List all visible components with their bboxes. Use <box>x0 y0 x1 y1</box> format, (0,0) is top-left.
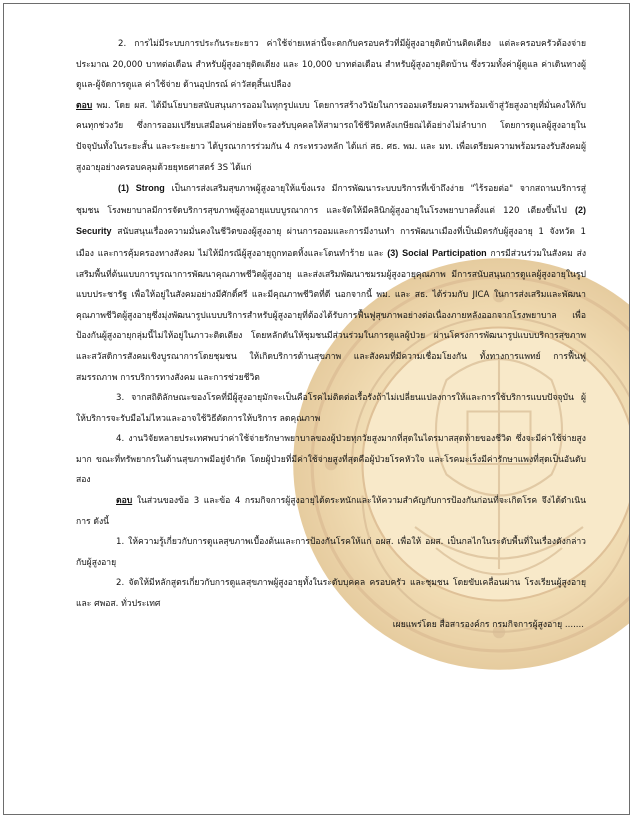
publisher-footer: เผยแพร่โดย สื่อสารองค์กร กรมกิจการผู้สูงอายุ ....... <box>392 619 584 630</box>
social-participation-text: การมีส่วนร่วมในสังคม ส่งเสริมพื้นที่ต้นแบบการบูรณาการพัฒนาคุณภาพชีวิตผู้สูงอายุ และส่งเสริมพัฒนาชมรมผู้สูงอายุคุณภาพ มีการสนับสนุนการดูแลผู้สูงอายุในรูปแบบประชารัฐ เพื่อให้อยู่ในสังคมอย่างมีศักดิ์ศรี และมีคุณภาพชีวิตที่ดี นอกจากนี้ พม. และ สธ. ได้ร่วมกับ JICA ในการส่งเสริมและพัฒนาคุณภาพชีวิตผู้สูงอายุซึ่งมุ่งพัฒนารูปแบบบริการสำหรับผู้สูงอายุที่ต้องได้รับการฟื้นฟูสุขภาพอย่างต่อเนื่องภายหลังออกจากโรงพยาบาล เพื่อป้องกันผู้สูงอายุกลุ่มนี้ไม่ให้อยู่ในภาวะติดเตียง โดยหลักดันให้ชุมชนมีส่วนร่วมในการดูแลผู้ป่วย ผ่านโครงการพัฒนารูปแบบบริการสุขภาพและสวัสดิการสังคมเชิงบูรณาการโดยชุมชน ให้เกิดบริการด้านสุขภาพ และสังคมที่มีความเชื่อมโยงกัน ทั้งทางการแพทย์ การฟื้นฟูสมรรถภาพ การบริการทางสังคม และการช่วยชีวิต <box>76 248 587 383</box>
answer-label: ตอบ <box>76 100 93 111</box>
security-text: สนับสนุนเรื่องความมั่นคงในชีวิตของผู้สูงอายุ ผ่านการออมและการมีงานทำ การพัฒนาเมืองที่เป็นมิตรกับผู้สูงอายุ 1 จังหวัด 1 เมือง และการคุ้มครองทางสังคม ไม่ให้มีกรณีผู้สูงอายุถูกทอดทิ้งและโดนทำร้าย และ <box>76 227 586 259</box>
document-body <box>76 34 586 635</box>
paragraph-2: 2. การไม่มีระบบการประกันระยะยาว ค่าใช้จ่ายเหล่านี้จะตกกับครอบครัวที่มีผู้สูงอายุติดบ้านติดเตียง แต่ละครอบครัวต้องจ่ายประมาณ 20,000 บาทต่อเดือน สำหรับผู้สูงอายุติดเตียง และ 10,000 บาทต่อเดือน สำหรับผู้สูงอายุติดบ้าน ซึ่งรวมทั้งค่าผู้ดูแล ค่าเดินทางผู้ดูแล-ผู้จัดการดูแล ค่าใช้จ่าย ด้านอุปกรณ์ ค่าวัสดุสิ้นเปลือง <box>76 39 586 91</box>
social-participation-number: (3) <box>387 247 399 258</box>
answer-2-paragraph <box>76 491 586 532</box>
security-title: Security <box>76 226 112 237</box>
strong-text: เป็นการส่งเสริมสุขภาพผู้สูงอายุให้แข็งแรง มีการพัฒนาระบบบริการที่เข้าถึงง่าย "ไร้รอยต่อ" จากสถานบริการสู่ชุมชน โรงพยาบาลมีการจัดบริการสุขภาพผู้สูงอายุแบบบูรณาการ และจัดให้มีคลินิกผู้สูงอายุในโรงพยาบาลตั้งแต่ 120 เตียงขึ้นไป <box>76 184 587 216</box>
answer-1-paragraph <box>76 96 586 178</box>
strategy-paragraph <box>76 178 586 388</box>
list-item-2: 2. จัดให้มีหลักสูตรเกี่ยวกับการดูแลสุขภาพผู้สูงอายุทั้งในระดับบุคคล ครอบครัว และชุมชน โดยขับเคลื่อนผ่าน โรงเรียนผู้สูงอายุ และ ศพอส. ทั่วประเทศ <box>76 578 586 610</box>
document-page <box>3 3 630 815</box>
paragraph-3: 3. จากสถิติลักษณะของโรคที่มีผู้สูงอายุมักจะเป็นคือโรคไม่ติดต่อเรื้อรังถ้าไม่เปลี่ยนแปลงการให้และการใช้บริการแบบปัจจุบัน ผู้ให้บริการจะรับมือไม่ไหวและอาจใช้วิธีตัดการให้บริการ ลดคุณภาพ <box>76 393 586 424</box>
security-number: (2) <box>575 204 586 215</box>
strong-title: Strong <box>135 183 165 194</box>
paragraph-4: 4. งานวิจัยหลายประเทศพบว่าค่าใช้จ่ายรักษาพยาบาลของผู้ป่วยทุกวัยสูงมากที่สุดในไตรมาสสุดท้ายของชีวิต ซึ่งจะมีค่าใช้จ่ายสูงมาก ขณะที่ทรัพยากรในด้านสุขภาพมีอยู่จำกัด โดยผู้ป่วยที่มีค่าใช้จ่ายสูงที่สุดคือผู้ป่วยโรคหัวใจ และโรคมะเร็งมีค่ารักษาแพงที่สุดเป็นอันดับสอง <box>76 434 586 486</box>
social-participation-title: Social Participation <box>402 247 487 258</box>
answer-2-text: ในส่วนของข้อ 3 และข้อ 4 กรมกิจการผู้สูงอายุได้ตระหนักและให้ความสำคัญกับการป้องกันก่อนที่จะเกิดโรค จึงได้ดำเนินการ ดังนี้ <box>76 496 586 527</box>
answer-label-2: ตอบ <box>116 496 133 507</box>
list-item-1: 1. ให้ความรู้เกี่ยวกับการดูแลสุขภาพเบื้องต้นและการป้องกันโรคให้แก่ อผส. เพื่อให้ อผส. เป็นกลไกในระดับพื้นที่ในเรื่องดังกล่าวกับผู้สูงอายุ <box>76 537 586 568</box>
answer-1-text: พม. โดย ผส. ได้มีนโยบายสนับสนุนการออมในทุกรูปแบบ โดยการสร้างวินัยในการออมเตรียมความพร้อมเข้าสู่วัยสูงอายุที่มั่นคงให้กับคนทุกช่วงวัย ซึ่งการออมเปรียบเสมือนค่าย่อยที่จะรองรับบุคคลให้สามารถใช้ชีวิตหลังเกษียณได้อย่างไม่ลำบาก โดยการดูแลผู้สูงอายุในปัจจุบันทั้งในระยะสั้น และระยะยาว ได้บูรณาการร่วมกัน 4 กระทรวงหลัก ได้แก่ สธ. ศธ. พม. และ มท. เพื่อเตรียมความพร้อมรองรับสังคมผู้สูงอายุอย่างครอบคลุมด้วยยุทธศาสตร์ 3S ได้แก่ <box>76 100 587 173</box>
strong-number: (1) <box>118 183 129 194</box>
